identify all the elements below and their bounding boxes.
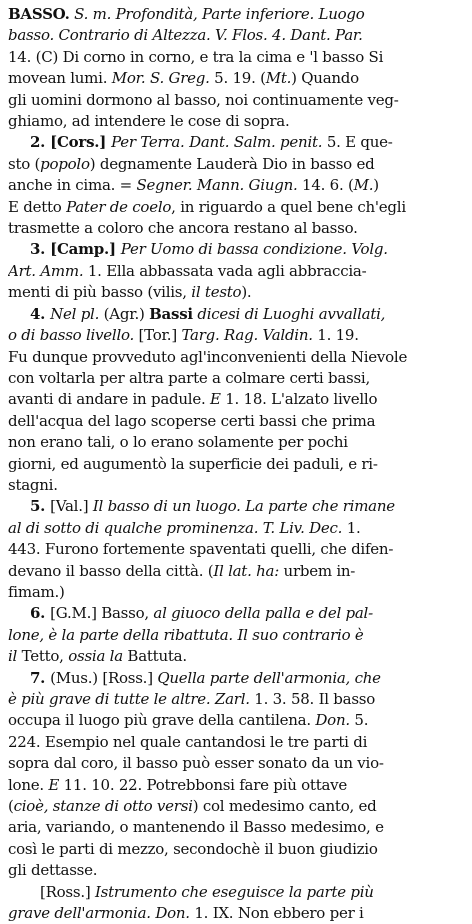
text-run: 1. (189, 904, 213, 923)
italic-run: Il basso di un luogo. La parte che rimane (92, 497, 395, 516)
italic-run: Art. Amm. (8, 261, 84, 280)
text-line (8, 796, 464, 817)
text-line (8, 646, 464, 667)
italic-run: dicesi di Luoghi avvallati, (192, 304, 386, 323)
text-run: gli uomini dormono al basso, noi continuamente veg- (8, 90, 399, 109)
italic-run: E (48, 775, 60, 794)
text-run: con voltarla per altra parte a colmare certi bassi, (8, 368, 370, 387)
text-run: giorni, ed augumentò la superficie dei paduli, e ri- (8, 454, 378, 473)
text-line (8, 817, 464, 838)
text-line (8, 175, 464, 196)
text-line (8, 368, 464, 389)
text-run: urbem in- (279, 561, 356, 580)
text-run: 224. Esempio nel quale cantandosi le tre parti di (8, 732, 368, 751)
text-run: ( (8, 797, 14, 816)
text-line (8, 561, 464, 582)
italic-run: E (210, 390, 221, 409)
italic-run: Istrumento che eseguisce la parte più (94, 882, 374, 901)
text-run: trasmette a coloro che ancora restano al basso. (8, 219, 358, 238)
text-run: . Non ebbero per i (228, 904, 364, 923)
text-run: E detto (8, 197, 67, 216)
text-run: (Mus.) [Ross.] (50, 668, 158, 687)
text-line (8, 132, 464, 153)
text-run: non erano tali, o lo erano solamente per pochi (8, 433, 348, 452)
text-line (8, 304, 464, 325)
text-run: 443. Furono fortemente spaventati quelli, che difen- (8, 540, 394, 559)
text-line (8, 539, 464, 560)
text-run: occupa il luogo più grave della cantilena. (8, 711, 316, 730)
bold-run: 3. [Camp.] (30, 240, 121, 259)
italic-run: Targ. Rag. Valdin. (181, 326, 313, 345)
text-run: , in riguardo a quel bene ch'egli (171, 197, 406, 216)
text-run: 5. E que- (322, 133, 393, 152)
text-line (8, 582, 464, 603)
text-run: 1. Ella abbassata vada agli abbraccia- (83, 261, 367, 280)
text-run: [Val.] (50, 497, 93, 516)
italic-run: Don. (315, 711, 350, 730)
text-run: [G.M.] Basso, (50, 604, 154, 623)
italic-run: S. m. Profondità, Parte inferiore. Luogo (69, 5, 365, 23)
italic-run: lone, è la parte della ribattuta. Il suo contrario è (8, 625, 364, 644)
bold-run: 5. (30, 497, 51, 516)
italic-run: cioè, stanze di otto versi (13, 797, 193, 816)
italic-run: Mt. (265, 69, 292, 88)
text-run: anche in cima. = (8, 176, 137, 195)
text-line (8, 411, 464, 432)
italic-run: Pater de coelo (66, 197, 172, 216)
text-line (8, 860, 464, 881)
text-run: 14. 6. ( (297, 176, 354, 195)
bold-run: 2. [Cors.] (30, 133, 112, 152)
bold-run: Bassi (149, 304, 193, 323)
text-line (8, 47, 464, 68)
text-line (8, 839, 464, 860)
text-run: menti di più basso (vilis, (8, 283, 192, 302)
italic-run: o di basso livello. (8, 326, 135, 345)
text-line (8, 25, 464, 46)
text-line (8, 239, 464, 260)
text-run: dell'acqua del lago scoperse certi bassi che prima (8, 411, 376, 430)
text-run: ) Quando (291, 69, 359, 88)
text-line (8, 518, 464, 539)
text-run: sto ( (8, 154, 41, 173)
text-line (8, 710, 464, 731)
text-run: 11. 10. 22. Potrebbonsi fare più ottave (59, 775, 348, 794)
text-run: ). (241, 283, 252, 302)
italic-run: al di sotto di qualche prominenza. T. Liv. Dec. (8, 518, 343, 537)
text-line (8, 732, 464, 753)
bold-run: 7. (30, 668, 51, 687)
dictionary-entry-basso (8, 4, 464, 924)
text-run: ) degnamente Lauderà Dio in basso ed (89, 154, 375, 173)
text-run: così le parti di mezzo, secondochè il buon giudizio (8, 839, 378, 858)
text-line (8, 261, 464, 282)
text-run: gli dettasse. (8, 861, 98, 880)
text-line (8, 325, 464, 346)
italic-run: il (8, 647, 18, 666)
text-line (8, 603, 464, 624)
text-run: Tetto, (17, 647, 69, 666)
italic-run: al giuoco della palla e del pal- (153, 604, 373, 623)
text-line (8, 282, 464, 303)
text-run: [Tor.] (134, 326, 182, 345)
text-run: (Agr.) (99, 304, 150, 323)
italic-run: popolo (40, 154, 90, 173)
text-run: 5. 19. ( (209, 69, 266, 88)
text-line (8, 218, 464, 239)
text-line (8, 753, 464, 774)
text-line (8, 454, 464, 475)
italic-run: Mor. S. Greg. (111, 69, 210, 88)
italic-run: Per Uomo di bassa condizione. Volg. (120, 240, 388, 259)
text-run: 1. 19. (312, 326, 359, 345)
text-line (8, 432, 464, 453)
text-run: ) (373, 176, 379, 195)
bold-run: BASSO. (8, 5, 70, 23)
text-run: IX (212, 904, 229, 923)
text-line (8, 68, 464, 89)
text-line (8, 90, 464, 111)
text-run: [Ross.] (40, 882, 95, 901)
text-line (8, 347, 464, 368)
bold-run: 6. (30, 604, 51, 623)
text-run: 1. 18. L'alzato livello (220, 390, 378, 409)
italic-run: Segner. Mann. Giugn. (136, 176, 298, 195)
italic-run: basso. Contrario di Altezza. V. Flos. 4. Dant. Par. (8, 26, 363, 45)
italic-run: Nel pl. (50, 304, 100, 323)
text-run: avanti di andare in padule. (8, 390, 210, 409)
italic-run: ossia la (68, 647, 123, 666)
text-line (8, 389, 464, 410)
text-run: stagni. (8, 475, 58, 494)
text-run: 5. (349, 711, 369, 730)
text-run: Fu dunque provveduto agl'inconvenienti della Nievole (8, 347, 408, 366)
italic-run: Per Terra. Dant. Salm. penit. (111, 133, 323, 152)
text-line (8, 882, 464, 903)
italic-run: è più grave di tutte le altre. Zarl. (8, 690, 250, 708)
text-run: 1. (342, 518, 361, 537)
text-line (8, 689, 464, 710)
text-run: ) col medesimo canto, ed (192, 797, 377, 816)
italic-run: il testo (191, 283, 242, 302)
text-line (8, 111, 464, 132)
text-run: 14. (C) Di corno in corno, e tra la cima e 'l basso Si (8, 47, 384, 66)
text-line (8, 903, 464, 924)
text-run: Battuta. (122, 647, 187, 666)
italic-run: M. (353, 176, 374, 195)
text-run: movean lumi. (8, 69, 112, 88)
text-line (8, 668, 464, 689)
text-line (8, 496, 464, 517)
italic-run: Quella parte dell'armonia, che (157, 668, 381, 687)
text-run: sopra dal coro, il basso può esser sonato da un vio- (8, 754, 384, 773)
text-line (8, 775, 464, 796)
text-run: aria, variando, o mantenendo il Basso medesimo, e (8, 818, 384, 837)
text-line (8, 154, 464, 175)
text-run: 1. 3. 58. Il basso (249, 690, 376, 708)
text-line (8, 475, 464, 496)
text-line (8, 4, 464, 25)
bold-run: 4. (30, 304, 51, 323)
text-line (8, 197, 464, 218)
text-line (8, 625, 464, 646)
text-run: ghiamo, ad intendere le cose di sopra. (8, 112, 290, 131)
text-run: fimam.) (8, 582, 65, 601)
italic-run: Il lat. ha: (213, 561, 280, 580)
text-run: lone. (8, 775, 49, 794)
italic-run: grave dell'armonia. Don. (8, 904, 190, 923)
text-run: devano il basso della città. ( (8, 561, 214, 580)
